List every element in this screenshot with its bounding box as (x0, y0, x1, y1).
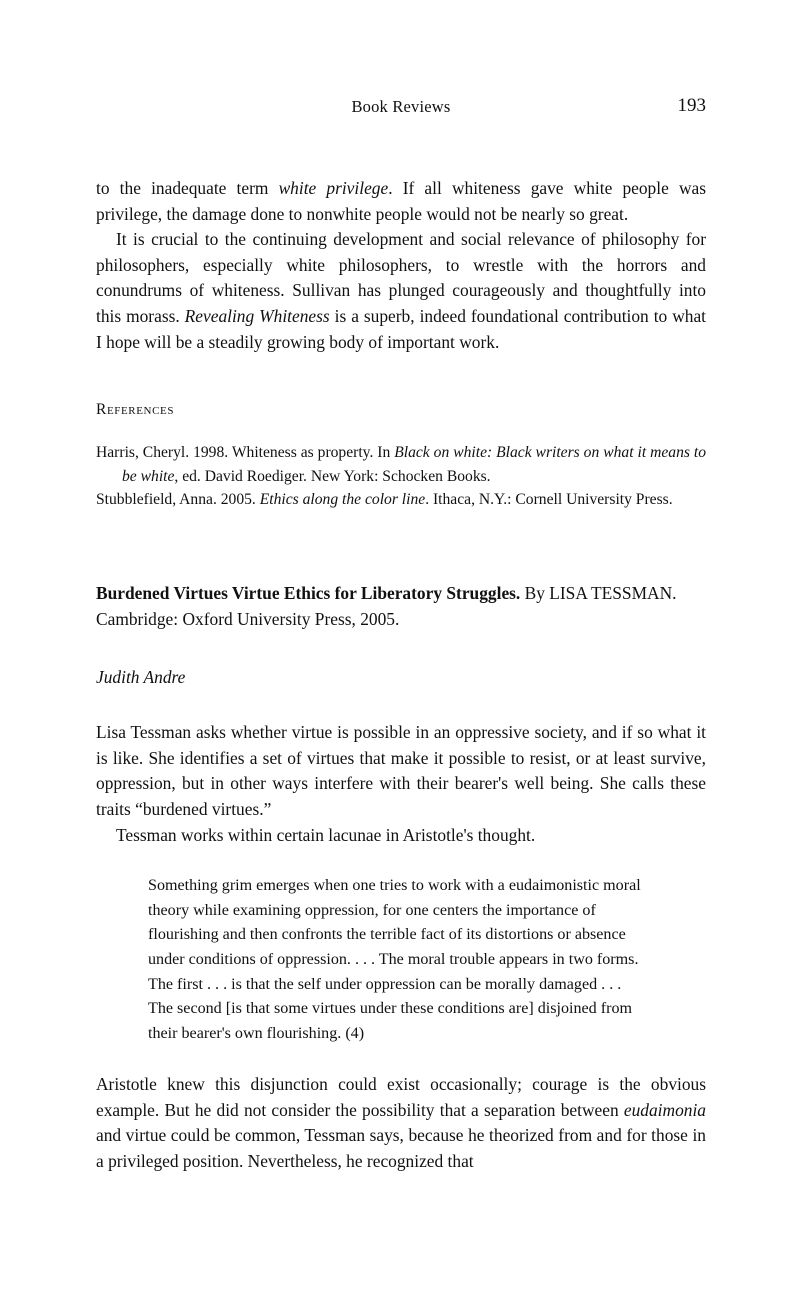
paragraph-lacunae: Tessman works within certain lacunae in Aristotle's thought. (116, 824, 536, 845)
references-list (96, 419, 706, 511)
reviewer-name: Judith Andre (96, 666, 186, 687)
paragraph-review-opening: Lisa Tessman asks whether virtue is possible in an oppressive society, and if so what it is like. She identifies a set of virtues that make it possible to resist, or at least survive, oppression, but in other ways interfere with their bearer's well being. She calls these traits “burdened virtues.” (96, 722, 706, 819)
paragraph-text-run: to the inadequate term (96, 178, 279, 198)
reference-title-italic: Ethics along the color line (259, 490, 426, 508)
reference-text-run: . Ithaca, N.Y.: Cornell University Press. (425, 490, 673, 508)
reference-text-run: Harris, Cheryl. 1998. Whiteness as property. In (96, 444, 395, 462)
paragraph-text-run: Aristotle knew this disjunction could exist occasionally; courage is the obvious example. But he did not consider the possibility that a separation between (96, 1074, 706, 1120)
review-heading-block (96, 511, 706, 690)
review-book-title-line (96, 581, 706, 632)
reference-entry (96, 441, 706, 488)
review-body (96, 690, 706, 1175)
running-head (96, 97, 706, 121)
paragraph-continued-opening (96, 176, 706, 227)
page-number: 193 (677, 95, 706, 116)
paragraph-text-run: It is crucial to the continuing development and social relevance of philosophy for philosophers, especially white philosophers, to wrestle with the horrors and conundrums of whiteness. Sullivan has plunged courageously and thoughtfully into this morass. (96, 229, 706, 326)
book-publication-info: By LISA TESSMAN. Cambridge: Oxford University Press, 2005. (96, 583, 677, 629)
emphasis-white-privilege: white privilege (278, 178, 389, 198)
block-quote (96, 848, 706, 1046)
paragraph-aristotle (96, 1046, 706, 1174)
paragraph-text-run: is a superb, indeed foundational contribution to what I hope will be a steadily growing body of important work. (96, 305, 707, 352)
emphasis-eudaimonia: eudaimonia (623, 1099, 706, 1120)
reference-text-run: Stubblefield, Anna. 2005. (96, 490, 260, 508)
paragraph-text-run: . If all whiteness gave white people was privilege, the damage done to nonwhite people would not be nearly so great. (96, 178, 706, 224)
text-column (96, 176, 706, 1175)
reference-title-italic: Black on white: Black writers on what it means to be white (122, 444, 706, 485)
reference-text-run: , ed. David Roediger. New York: Schocken Books. (174, 467, 491, 485)
paragraph-crucial (96, 227, 706, 355)
paragraph-text-run: and virtue could be common, Tessman says, because he theorized from and for those in a privileged position. Nevertheless, he recognized that (96, 1125, 706, 1172)
reference-entry (96, 488, 706, 511)
book-title: Burdened Virtues Virtue Ethics for Liberatory Struggles. (96, 583, 521, 604)
references-heading: References (96, 401, 175, 419)
running-head-title: Book Reviews (351, 97, 451, 116)
block-quote-text: Something grim emerges when one tries to work with a eudaimonistic moral theory while examining oppression, for one centers the importance of flourishing and then confronts the terrible fact of its distortions or absence under conditions of oppression. . . . The moral trouble appears in two forms. The first . . . is that the self under oppression can be morally damaged . . . The second [is that some virtues under these conditions are] disjoined from their bearer's own flourishing. (4) (148, 877, 641, 1042)
emphasis-revealing-whiteness: Revealing Whiteness (184, 305, 330, 326)
